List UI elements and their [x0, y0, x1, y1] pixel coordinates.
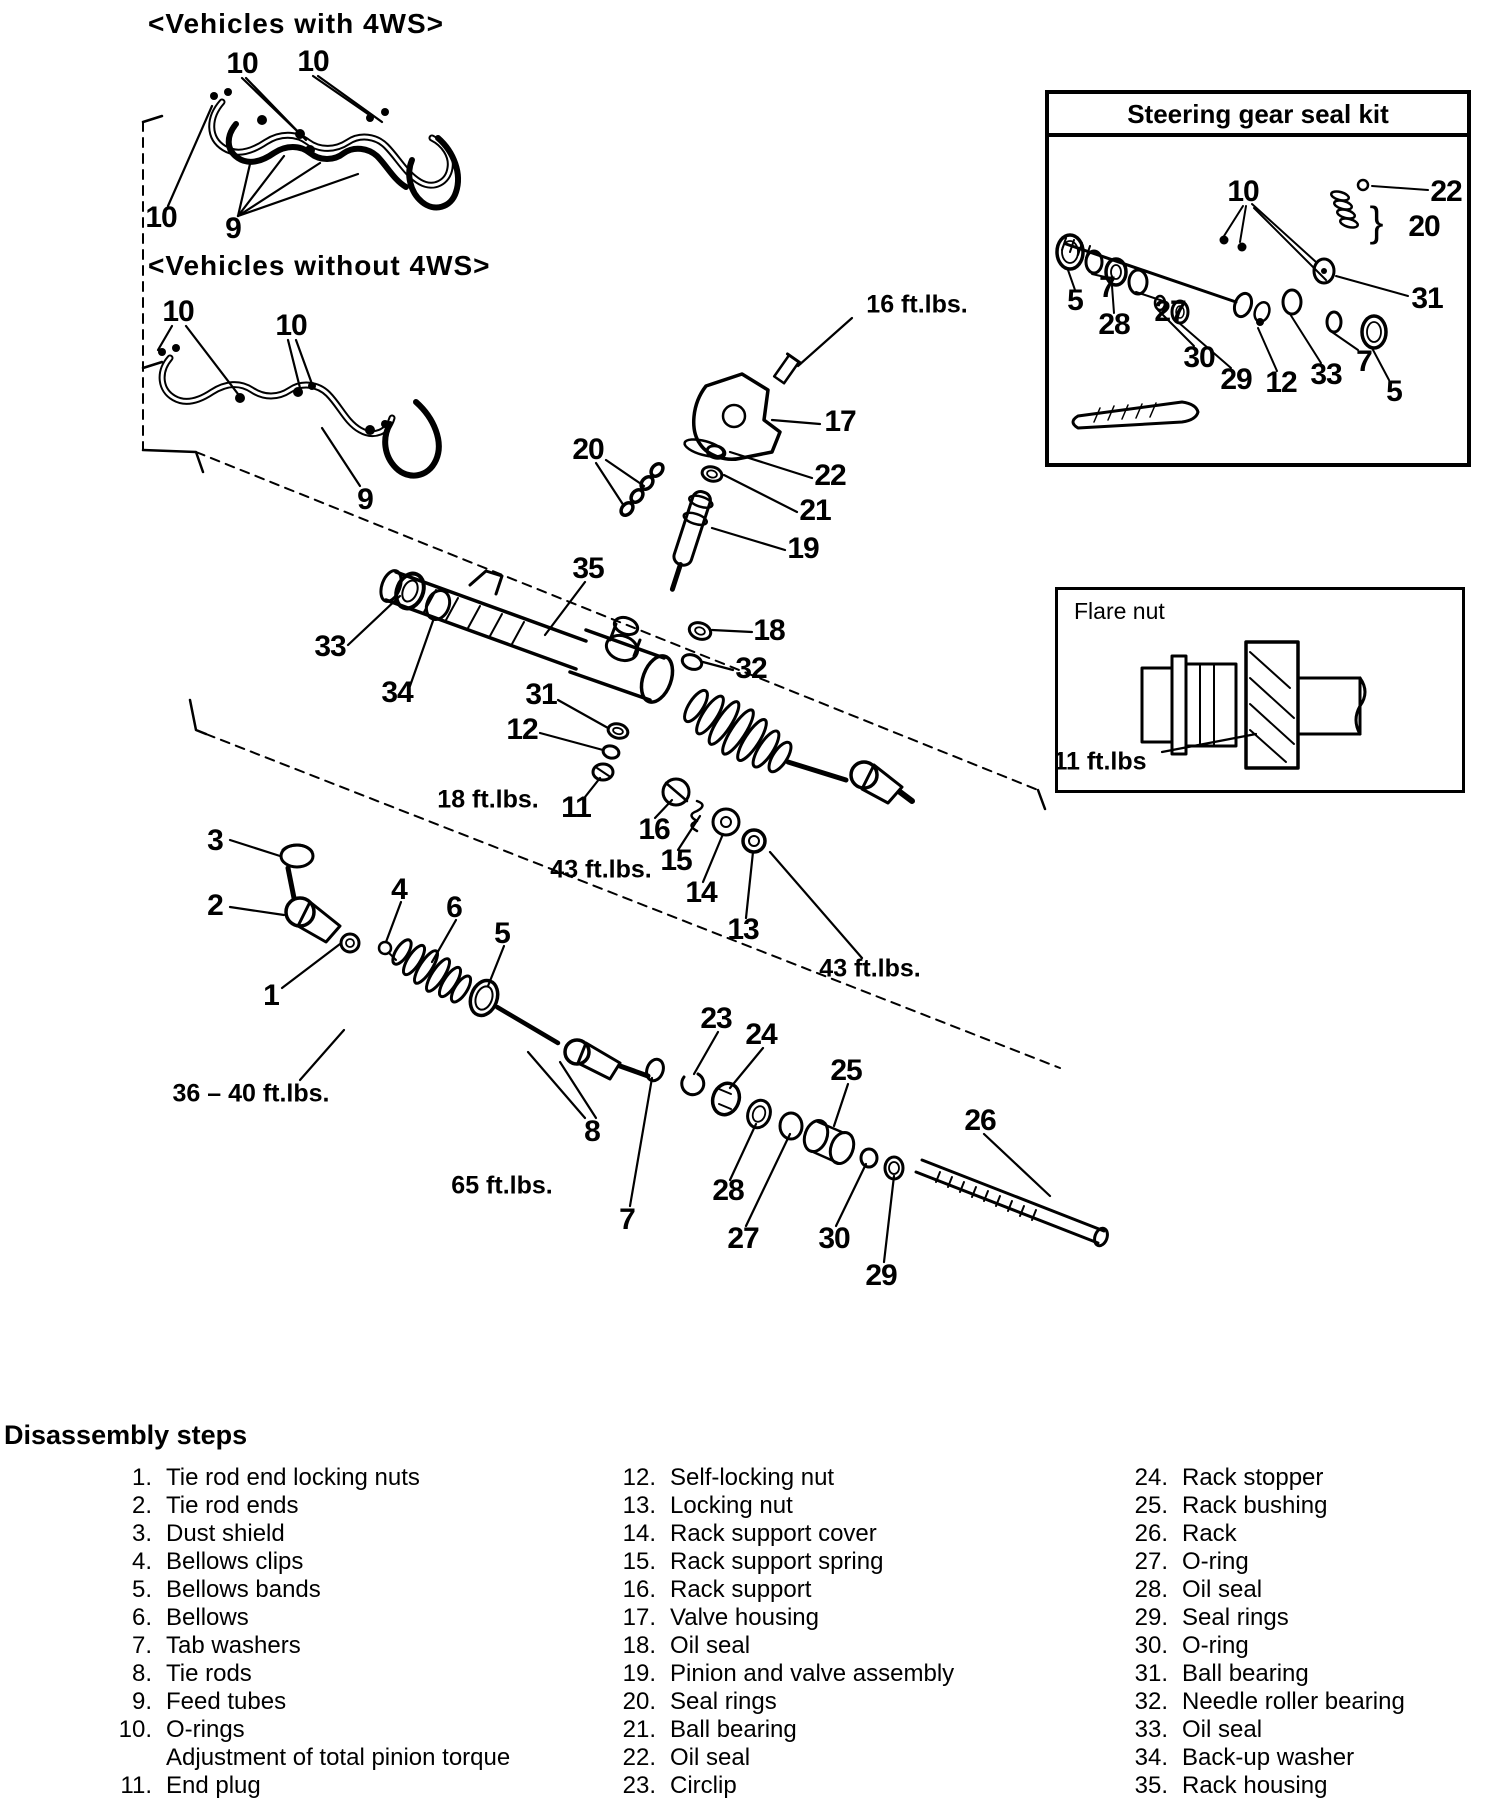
step-number: 9. — [131, 1688, 152, 1715]
bellows-right — [680, 687, 912, 803]
step-row — [1112, 1744, 1405, 1772]
steps-column-3 — [1112, 1464, 1405, 1800]
step-number: 28. — [1134, 1576, 1168, 1603]
step-label: Oil seal — [1182, 1576, 1263, 1603]
section-title-with-4ws: <Vehicles with 4WS> — [148, 8, 445, 39]
step-number: 6. — [131, 1604, 152, 1631]
part-number-callout: 7 — [619, 1203, 635, 1236]
part-number-callout: 30 — [818, 1222, 850, 1255]
step-number: 19. — [622, 1660, 656, 1687]
step-row — [600, 1772, 954, 1800]
step-number: 4. — [131, 1548, 152, 1575]
part-number-callout: 10 — [226, 47, 258, 80]
part-number-callout: 7 — [1099, 271, 1115, 304]
step-number: 29. — [1134, 1604, 1168, 1631]
part-number-callout: 3 — [207, 824, 223, 857]
step-number: 33. — [1134, 1716, 1168, 1743]
feed-tubes-no-4ws — [158, 344, 439, 476]
part-number-callout: 27 — [727, 1222, 759, 1255]
step-number: 12. — [622, 1464, 656, 1491]
step-label: Needle roller bearing — [1182, 1688, 1405, 1715]
part-number-callout: 23 — [700, 1002, 732, 1035]
part-number-callout: 16 — [638, 813, 670, 846]
step-label: Back-up washer — [1182, 1744, 1355, 1771]
step-label: Seal rings — [670, 1688, 777, 1715]
part-number-callout: 15 — [660, 844, 692, 877]
step-label: Tie rod end locking nuts — [166, 1464, 420, 1491]
step-row — [1112, 1604, 1405, 1632]
part-number-callout: 29 — [1220, 363, 1252, 396]
torque-label: 11 ft.lbs — [1053, 747, 1147, 776]
part-number-callout: 19 — [787, 532, 819, 565]
step-label: O-rings — [166, 1716, 245, 1743]
part-number-callout: 18 — [753, 614, 785, 647]
part-number-callout: 2 — [207, 889, 223, 922]
step-row — [96, 1464, 510, 1492]
part-number-callout: 12 — [506, 713, 538, 746]
step-row — [1112, 1632, 1405, 1660]
step-label: Dust shield — [166, 1520, 285, 1547]
step-label: Rack support cover — [670, 1520, 877, 1547]
step-label: Rack bushing — [1182, 1492, 1328, 1519]
step-number: 14. — [622, 1520, 656, 1547]
step-number: 31. — [1134, 1660, 1168, 1687]
step-label: Tab washers — [166, 1632, 301, 1659]
step-label: Rack support — [670, 1576, 812, 1603]
step-number: 7. — [131, 1632, 152, 1659]
part-number-callout: 34 — [381, 676, 413, 709]
step-label: End plug — [166, 1772, 261, 1799]
step-number: 15. — [622, 1548, 656, 1575]
part-number-callout: 5 — [1386, 375, 1402, 408]
step-label: Bellows — [166, 1604, 249, 1631]
step-row — [1112, 1716, 1405, 1744]
step-row — [1112, 1688, 1405, 1716]
step-row — [600, 1716, 954, 1744]
step-label: Oil seal — [670, 1744, 751, 1771]
step-number: 10. — [118, 1716, 152, 1743]
part-number-callout: 10 — [275, 309, 307, 342]
part-number-callout: 33 — [1310, 358, 1342, 391]
step-label: Seal rings — [1182, 1604, 1289, 1631]
step-row — [600, 1548, 954, 1576]
step-label: Rack support spring — [670, 1548, 884, 1575]
step-row — [1112, 1660, 1405, 1688]
step-row — [96, 1548, 510, 1576]
step-row — [600, 1576, 954, 1604]
part-number-callout: 27 — [1154, 295, 1186, 328]
step-row — [600, 1744, 954, 1772]
step-label: O-ring — [1182, 1548, 1249, 1575]
part-number-callout: 17 — [824, 405, 856, 438]
rack-parts-row — [644, 1057, 1110, 1248]
part-number-callout: 4 — [391, 873, 407, 906]
step-row — [96, 1772, 510, 1800]
part-number-callout: 29 — [865, 1259, 897, 1292]
step-label: Pinion and valve assembly — [670, 1660, 955, 1687]
step-row — [1112, 1772, 1405, 1800]
step-number: 18. — [622, 1632, 656, 1659]
steps-column-2 — [600, 1464, 954, 1800]
step-label: Ball bearing — [670, 1716, 797, 1743]
part-number-callout: 8 — [584, 1115, 600, 1148]
step-number: 13. — [622, 1492, 656, 1519]
step-label: Self-locking nut — [670, 1464, 835, 1491]
part-number-callout: 30 — [1183, 341, 1215, 374]
flare-nut-title: Flare nut — [1074, 598, 1165, 624]
step-row — [96, 1576, 510, 1604]
part-number-callout: 12 — [1265, 366, 1297, 399]
step-row — [96, 1660, 510, 1688]
step-label: O-ring — [1182, 1632, 1249, 1659]
part-number-callout: 14 — [685, 876, 717, 909]
step-number: 23. — [622, 1772, 656, 1799]
step-number: 5. — [131, 1576, 152, 1603]
torque-label: 36 – 40 ft.lbs. — [172, 1079, 330, 1108]
part-number-callout: 7 — [1356, 345, 1372, 378]
step-row — [1112, 1576, 1405, 1604]
step-label: Circlip — [670, 1772, 737, 1799]
step-label: Bellows bands — [166, 1576, 321, 1603]
step-number: 20. — [622, 1688, 656, 1715]
part-number-callout: 20 — [572, 433, 604, 466]
step-number: 17. — [622, 1604, 656, 1631]
step-label: Tie rod ends — [166, 1492, 299, 1519]
step-label: Rack stopper — [1182, 1464, 1324, 1491]
step-number: 11. — [120, 1772, 152, 1799]
section-title-without-4ws: <Vehicles without 4WS> — [148, 250, 491, 281]
step-label: Valve housing — [670, 1604, 819, 1631]
step-number: 2. — [131, 1492, 152, 1519]
part-number-callout: 32 — [735, 652, 767, 685]
step-row — [96, 1604, 510, 1632]
steps-column-1 — [96, 1464, 510, 1800]
step-label: Feed tubes — [166, 1688, 287, 1715]
step-row — [1112, 1464, 1405, 1492]
step-label: Tie rods — [166, 1660, 252, 1687]
torque-label: 65 ft.lbs. — [451, 1171, 553, 1200]
seal-kit-title: Steering gear seal kit — [1049, 94, 1467, 137]
step-label: Oil seal — [1182, 1716, 1263, 1743]
step-row — [600, 1464, 954, 1492]
step-number: 16. — [622, 1576, 656, 1603]
step-number: 32. — [1134, 1688, 1168, 1715]
step-label: Locking nut — [670, 1492, 793, 1519]
part-number-callout: 28 — [1098, 308, 1130, 341]
part-number-callout: 9 — [357, 483, 373, 516]
step-label: Ball bearing — [1182, 1660, 1309, 1687]
part-number-callout: 10 — [145, 201, 177, 234]
step-number: 22. — [622, 1744, 656, 1771]
step-number: 35. — [1134, 1772, 1168, 1799]
torque-label: 18 ft.lbs. — [437, 785, 539, 814]
feed-tubes-4ws — [210, 88, 458, 207]
step-number: 34. — [1134, 1744, 1168, 1771]
part-number-callout: 31 — [525, 678, 557, 711]
part-number-callout: 5 — [494, 917, 510, 950]
part-number-callout: 10 — [162, 295, 194, 328]
step-number: 25. — [1134, 1492, 1168, 1519]
step-row — [600, 1688, 954, 1716]
step-row — [600, 1660, 954, 1688]
part-number-callout: 26 — [964, 1104, 996, 1137]
step-row — [600, 1492, 954, 1520]
part-number-callout: 35 — [572, 552, 604, 585]
step-label: Oil seal — [670, 1632, 751, 1659]
part-number-callout: 5 — [1067, 284, 1083, 317]
step-label: Rack — [1182, 1520, 1237, 1547]
step-label: Rack housing — [1182, 1772, 1328, 1799]
step-number: 1. — [131, 1464, 152, 1491]
part-number-callout: 9 — [225, 212, 241, 245]
step-number: 8. — [131, 1660, 152, 1687]
part-number-callout: 13 — [727, 913, 759, 946]
step-row — [96, 1716, 510, 1744]
part-number-callout: 28 — [712, 1174, 744, 1207]
step-row — [600, 1520, 954, 1548]
step-row — [600, 1632, 954, 1660]
step-row — [1112, 1548, 1405, 1576]
disassembly-heading: Disassembly steps — [4, 1420, 248, 1450]
step-row — [96, 1744, 510, 1772]
torque-label: 43 ft.lbs. — [819, 954, 921, 983]
part-number-callout: 1 — [263, 979, 279, 1012]
step-row — [96, 1492, 510, 1520]
step-number: 21. — [622, 1716, 656, 1743]
part-number-callout: 31 — [1411, 282, 1443, 315]
torque-label: 16 ft.lbs. — [866, 290, 968, 319]
step-row — [96, 1520, 510, 1548]
part-number-callout: 10 — [297, 45, 329, 78]
step-number: 30. — [1134, 1632, 1168, 1659]
step-row — [1112, 1492, 1405, 1520]
part-number-callout: 24 — [745, 1018, 777, 1051]
step-row — [1112, 1520, 1405, 1548]
step-number: 3. — [131, 1520, 152, 1547]
part-number-callout: 20 — [1408, 210, 1440, 243]
step-number: 24. — [1134, 1464, 1168, 1491]
step-row — [96, 1632, 510, 1660]
step-row — [600, 1604, 954, 1632]
part-number-callout: 22 — [814, 459, 846, 492]
step-row — [96, 1688, 510, 1716]
step-number — [96, 1744, 152, 1772]
part-number-callout: 25 — [830, 1054, 862, 1087]
part-number-callout: 21 — [799, 494, 831, 527]
part-number-callout: 6 — [446, 891, 462, 924]
step-label: Adjustment of total pinion torque — [166, 1744, 511, 1771]
part-number-callout: } — [1369, 198, 1383, 245]
part-number-callout: 22 — [1430, 175, 1462, 208]
part-number-callout: 11 — [561, 791, 591, 824]
step-number: 26. — [1134, 1520, 1168, 1547]
torque-label: 43 ft.lbs. — [550, 855, 652, 884]
part-number-callout: 33 — [314, 630, 346, 663]
step-label: Bellows clips — [166, 1548, 304, 1575]
part-number-callout: 10 — [1227, 175, 1259, 208]
step-number: 27. — [1134, 1548, 1168, 1575]
